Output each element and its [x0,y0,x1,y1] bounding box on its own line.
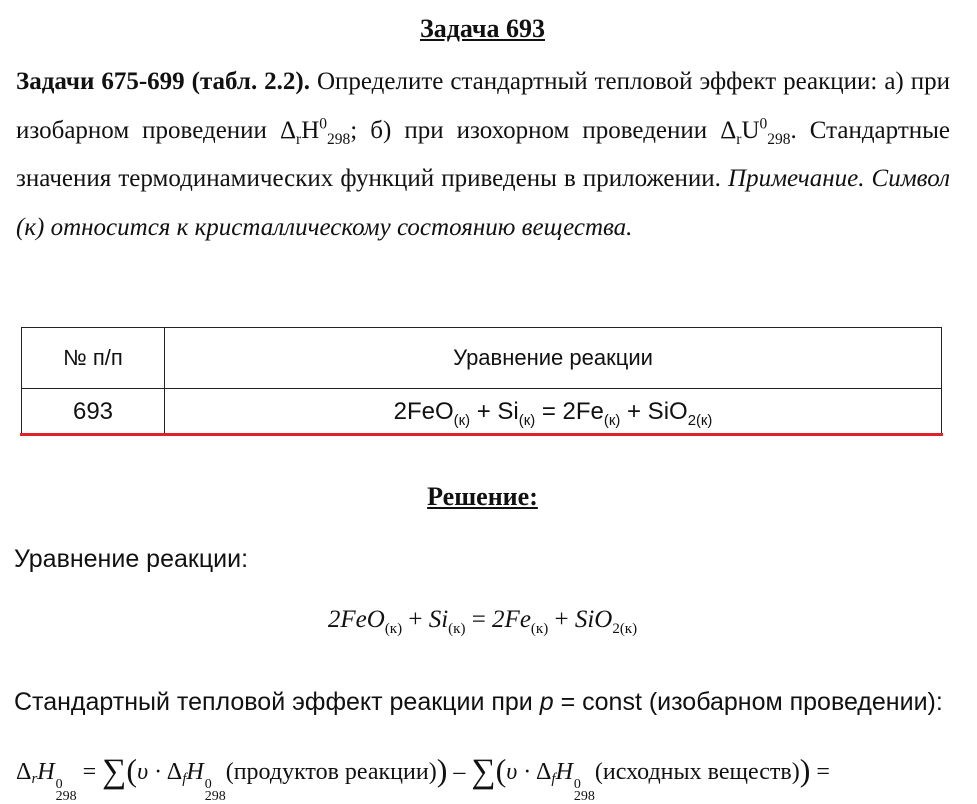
table-row [22,389,942,436]
task-range: Задачи 675-699 (табл. 2.2). [16,68,310,95]
header-equation: Уравнение реакции [165,328,942,389]
task-statement: Задачи 675-699 (табл. 2.2). Определите стандартный тепловой эффект реакции: а) при изобарном проведении $\Delta_rH^0_{298}$; б) при изохорном проведении $\Delta_rU^0_{298}$. Стандартные значения термодинамических функций приведены в приложении. Примечание. Символ (к) относится к кристаллическому состоянию вещества. [16,68,951,241]
red-underline [20,433,943,436]
equation-label: Уравнение реакции: [14,545,249,573]
reaction-table [21,327,942,436]
note: Примечание. Символ (к) относится к кристаллическому состоянию вещества. [16,165,950,241]
solution-title: Решение: [427,482,538,511]
task-title: Задача 693 [420,14,545,43]
reaction-equation: $2FeO_{(к)} + Si_{(к)} = 2Fe_{(к)} + SiO_{2(к)}$ [327,606,638,637]
row-number: 693 [22,389,165,436]
sum-symbol: ∑ [102,753,127,790]
heat-effect-formula: ΔrH 0 298 = ∑(υ · ΔfH 0 298 (продуктов реакции)) – ∑(υ · ΔfH 0 298 (исходных веществ)) = [16,752,830,804]
heat-effect-label: Стандартный тепловой эффект реакции при p = const (изобарном проведении): [14,688,943,716]
sum-symbol-2: ∑ [471,753,496,790]
row-equation: $2FeO_{(к)} + Si_{(к)} = 2Fe_{(к)} + SiO_{2(к)}$ [165,389,942,436]
table-header-row [22,328,942,389]
header-number: № п/п [22,328,165,389]
